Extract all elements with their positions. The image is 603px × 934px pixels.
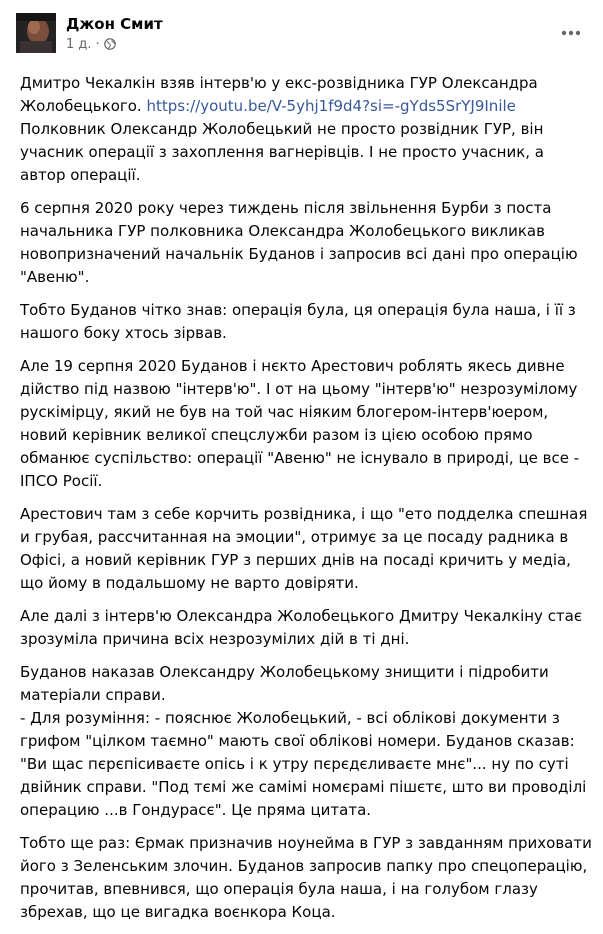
author-name[interactable]: Джон Смит (66, 15, 163, 33)
more-horizontal-icon (561, 30, 581, 36)
post-body (20, 72, 593, 934)
more-options-button[interactable] (553, 22, 589, 44)
post-time[interactable]: 1 д. (66, 37, 92, 52)
paragraph-2: 6 серпня 2020 року через тиждень після звільнення Бурби з поста начальника ГУР полковника Олександра Жолобецького викликав новопризначений начальнік Буданов і запросив всі дані про операцію "Авеню". (20, 199, 578, 286)
post-meta (66, 36, 116, 54)
paragraph-4: Але 19 серпня 2020 Буданов і нєкто Арестович роблять якесь дивне дійство під назвою "інтерв'ю". І от на цьому "інтерв'ю" незрозумілому рускімірцу, який не був на той час ніяким блогером-інтерв'юером, новий керівник великої спецслужби разом із цією особою прямо обманює суспільство: операції "Авеню" не існувало в природі, це все - ІПСО Росії. (20, 357, 580, 490)
meta-separator: · (95, 37, 100, 52)
avatar-image (16, 13, 56, 53)
paragraph-8: Тобто ще раз: Єрмак призначив ноунейма в ГУР з завданням приховати його з Зеленським злочин. Буданов запросив папку про спецоперацію, прочитав, впевнився, що операція була наша, і на голубом глазу збрехав, що це вигадка воєнкора Коца. (20, 834, 592, 921)
paragraph-3: Тобто Буданов чітко знав: операція була, ця операція була наша, і її з нашого боку хтось зірвав. (20, 301, 576, 342)
paragraph-7-line-1: Буданов наказав Олександру Жолобецькому знищити і підробити матеріали справи. (20, 663, 549, 704)
youtube-link[interactable]: https://youtu.be/V-5yhj1f9d4?si=-gYds5SrYJ9Inile (146, 97, 516, 115)
paragraph-6: Але далі з інтерв'ю Олександра Жолобецького Дмитру Чекалкіну стає зрозуміла причина всіх незрозумілих дій в ті дні. (20, 607, 583, 648)
paragraph-7 (20, 661, 593, 822)
user-avatar[interactable] (16, 13, 56, 53)
paragraph-1 (20, 72, 593, 187)
paragraph-1-text: Дмитро Чекалкін взяв інтерв'ю у екс-розвідника ГУР Олександра Жолобецького. (20, 74, 538, 115)
post-header (0, 0, 603, 66)
paragraph-5: Арестович там з себе корчить розвідника, і що "ето подделка спешная и грубая, рассчитанная на эмоции", отримує за це посаду радника в Офісі, а новий керівник ГУР з перших днів на посаді кричить у медіа, що йому в подальшому не варто довіряти. (20, 505, 588, 592)
paragraph-1-continued: Полковник Олександр Жолобецький не просто розвідник ГУР, він учасник операції з захоплення вагнерівців. І не просто учасник, а автор операції. (20, 120, 544, 184)
paragraph-7-line-2: - Для розуміння: - пояснює Жолобецький, - всі облікові документи з грифом "цілком таємно" мають свої облікові номери. Буданов сказав: "Ви щас пєрєпісиваєте опісь і к утру пєрєдєливаєте мнє"... ну по суті двійник справи. "Под тємі же самімі номєрамі пішєтє, што ви проводілі операцию ...в Гондурасє". Це пряма цитата. (20, 709, 587, 819)
globe-icon[interactable] (104, 38, 116, 56)
